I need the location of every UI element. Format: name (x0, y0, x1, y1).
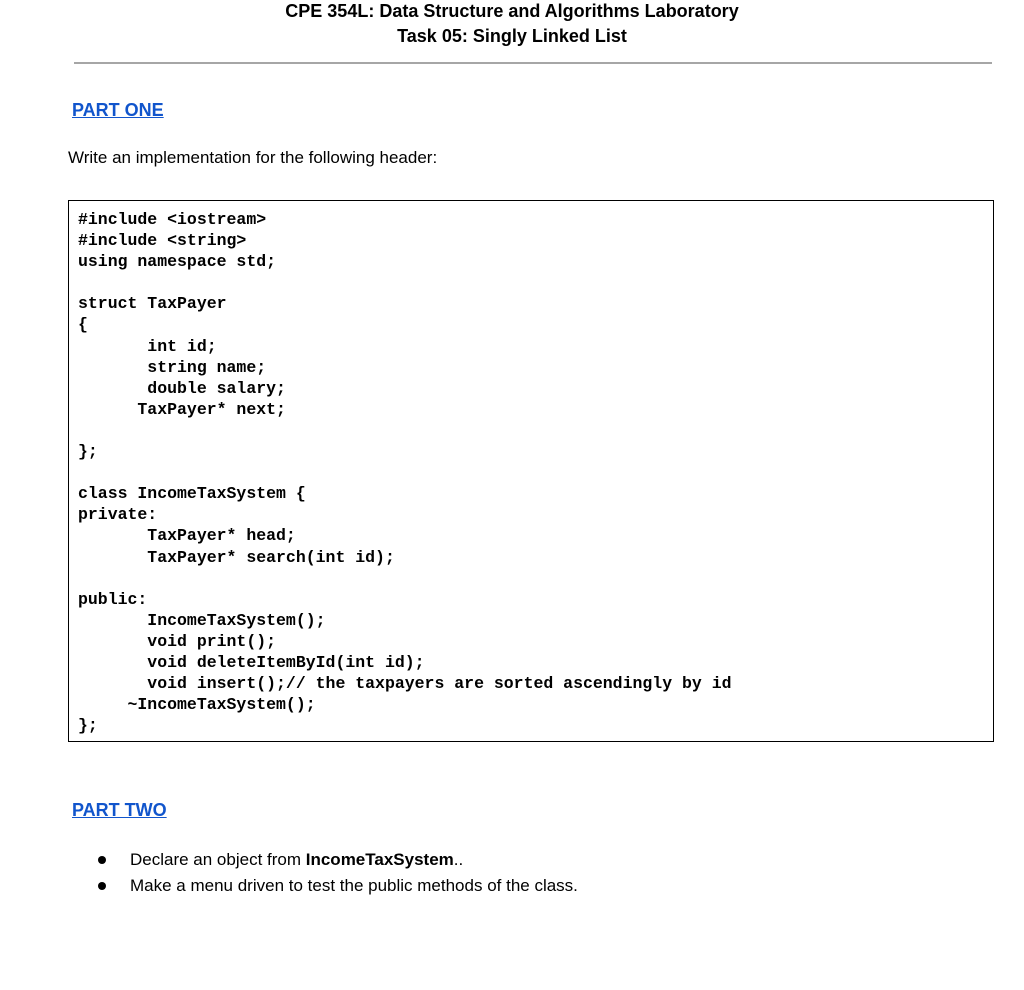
part-two-link[interactable]: PART TWO (72, 800, 167, 820)
bullet-icon (98, 856, 106, 864)
part-one-link[interactable]: PART ONE (72, 100, 164, 120)
bullet-text: Declare an object from (130, 850, 306, 869)
task-list (98, 848, 578, 900)
code-block (68, 200, 994, 742)
part-one-instructions: Write an implementation for the following header: (68, 148, 438, 167)
bullet-suffix: .. (453, 850, 464, 869)
list-item (98, 848, 578, 874)
header-divider (74, 62, 992, 64)
bullet-icon (98, 882, 106, 890)
document-subtitle: Task 05: Singly Linked List (397, 26, 627, 46)
bullet-text: Make a menu driven to test the public methods of the class. (130, 876, 578, 895)
class-name-bold: IncomeTaxSystem (305, 850, 454, 869)
header-code: #include <iostream> #include <string> using namespace std; struct TaxPayer { int id; string name; double salary; TaxPayer* next; }; class IncomeTaxSystem { private: TaxPayer* head; TaxPayer* search(int id); public: IncomeTaxSystem(); void print(); void deleteItemById(int id); void insert();// the taxpayers are sorted ascendingly by id ~IncomeTaxSystem(); }; (78, 210, 732, 736)
list-item (98, 874, 578, 900)
document-title: CPE 354L: Data Structure and Algorithms Laboratory (285, 1, 739, 21)
